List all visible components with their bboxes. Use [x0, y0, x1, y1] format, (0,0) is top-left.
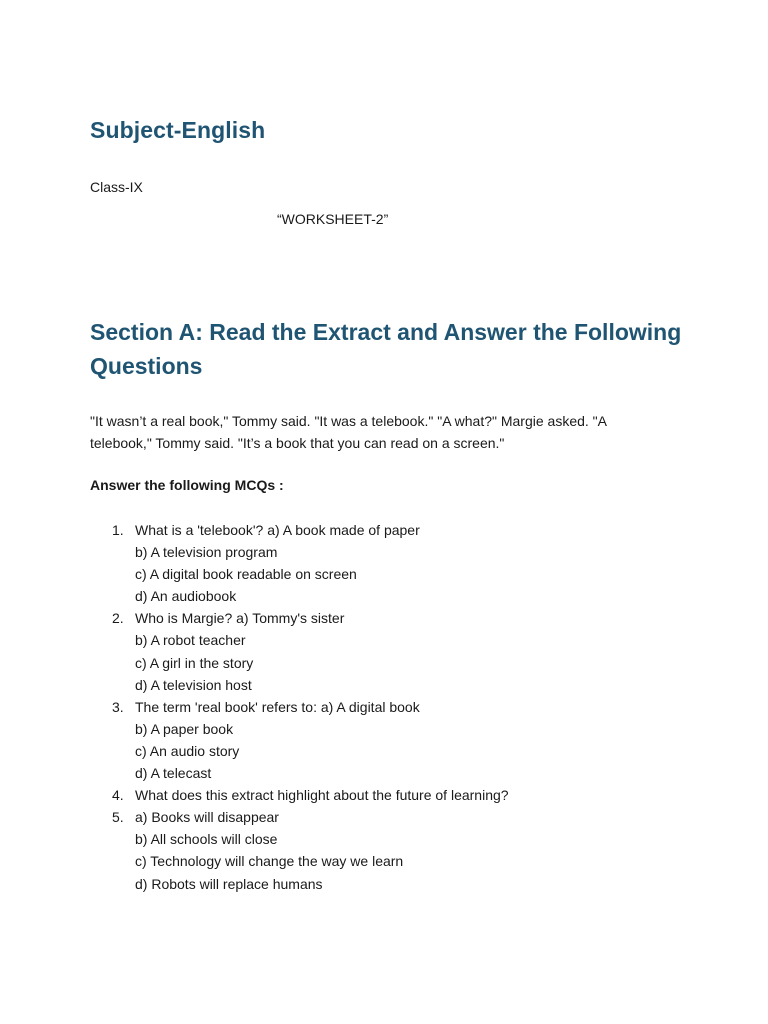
question-text: Who is Margie? a) Tommy's sister	[135, 610, 345, 627]
question-item	[90, 806, 650, 894]
option-c: c) Technology will change the way we learn	[135, 853, 404, 870]
question-number: 5.	[112, 809, 124, 826]
option-d: d) An audiobook	[135, 588, 237, 605]
option-c: c) A girl in the story	[135, 654, 254, 671]
option-b: b) All schools will close	[135, 831, 278, 848]
question-number: 2.	[112, 610, 124, 627]
question-number: 3.	[112, 698, 124, 715]
option-d: d) A television host	[135, 676, 252, 693]
option-c: c) An audio story	[135, 742, 240, 759]
subject-title: Subject-English	[90, 117, 266, 143]
class-label: Class-IX	[90, 179, 143, 195]
option-c: c) A digital book readable on screen	[135, 566, 357, 583]
option-b: b) A robot teacher	[135, 632, 246, 649]
option-d: d) Robots will replace humans	[135, 875, 323, 892]
section-heading: Section A: Read the Extract and Answer the Following Questions	[90, 319, 682, 379]
question-list	[90, 519, 650, 895]
question-text: What does this extract highlight about the future of learning?	[135, 787, 509, 804]
question-item	[90, 784, 650, 806]
question-item	[90, 696, 650, 784]
mcq-heading: Answer the following MCQs :	[90, 477, 284, 493]
worksheet-title: “WORKSHEET-2”	[277, 211, 389, 227]
question-number: 4.	[112, 787, 124, 804]
question-item	[90, 607, 650, 695]
option-b: b) A television program	[135, 544, 278, 561]
option-b: b) A paper book	[135, 720, 234, 737]
question-number: 1.	[112, 522, 124, 538]
question-text: What is a 'telebook'? a) A book made of paper	[135, 522, 420, 538]
option-a: a) Books will disappear	[135, 809, 279, 826]
extract-paragraph: "It wasn’t a real book," Tommy said. "It was a telebook." "A what?" Margie asked. "A telebook," Tommy said. "It’s a book that you can read on a screen."	[90, 413, 607, 451]
question-text: The term 'real book' refers to: a) A digital book	[135, 698, 420, 715]
question-item	[90, 519, 650, 607]
option-d: d) A telecast	[135, 765, 212, 782]
